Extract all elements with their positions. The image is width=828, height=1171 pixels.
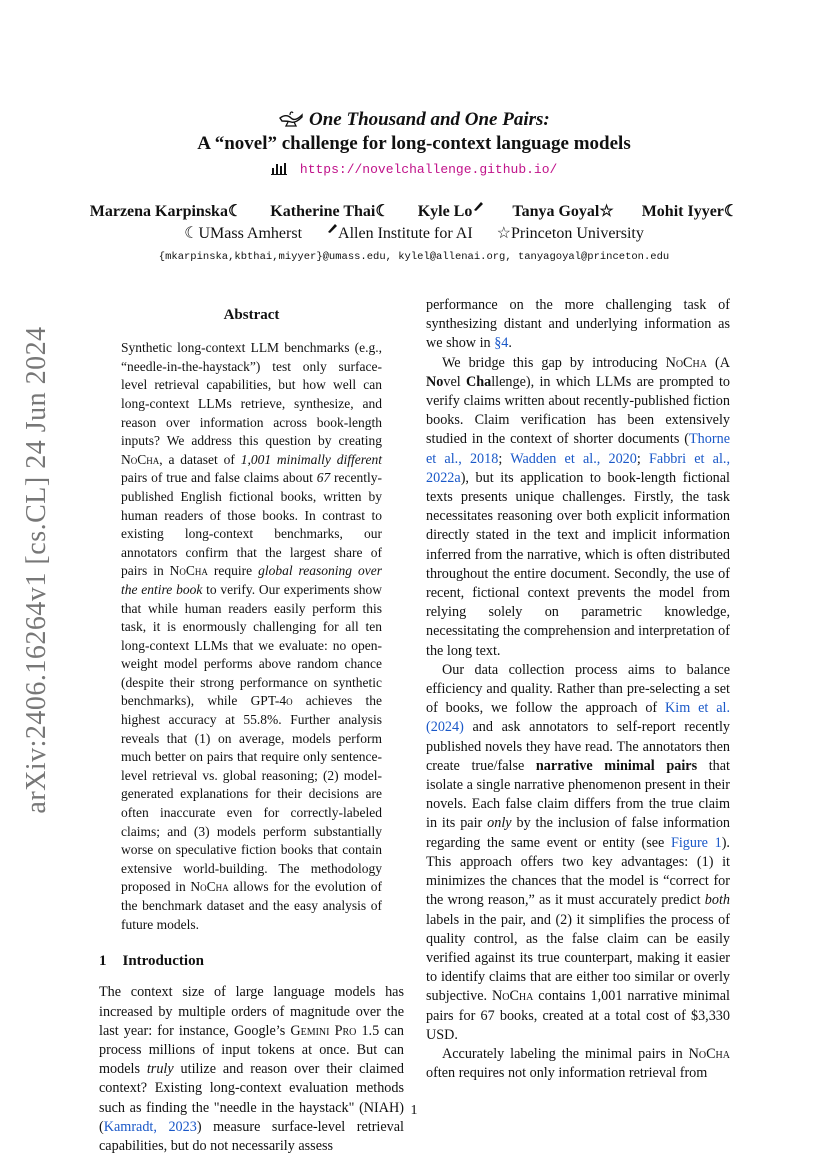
- author-list: [0, 200, 828, 222]
- intro-paragraph-2: We bridge this gap by introducing NoCha (A Novel Challenge), in which LLMs are prompted to verify claims written about recently-published fiction books. Claim verification has been extensively studied in the context of shorter documents (Thorne et al., 2018; Wadden et al., 2020; Fabbri et al., 2022a), but its application to book-length fictional texts presents unique challenges. Firstly, the task necessitates reasoning over both explicit information directly stated in the text and implicit information inferred from the narrative, which is often distributed throughout the entire document. Secondly, the use of recent, fictional context prevents the model from relying solely on parametric knowledge, necessitating the comprehension and interpretation of the long text.: [426, 354, 730, 659]
- paper-title-line1: One Thousand and One Pairs:: [0, 108, 828, 132]
- intro-paragraph-4: Accurately labeling the minimal pairs in NoCha often requires not only information retrieval from: [426, 1045, 730, 1082]
- intro-paragraph-1: The context size of large language models has increased by multiple orders of magnitude over the last year: for instance, Google’s Gemini Pro 1.5 can process millions of input tokens at once. But can models truly utilize and reason over their claimed context? Existing long-context evaluation methods such as finding the "needle in the haystack" (NIAH) (Kamradt, 2023) measure surface-level retrieval capabilities, but do not necessarily assess: [99, 984, 404, 1155]
- abstract-heading: Abstract: [223, 307, 280, 323]
- author-1: Marzena Karpinska☾: [89, 203, 243, 220]
- affiliation-list: [0, 222, 828, 245]
- right-column: [426, 296, 730, 1083]
- genie-lamp-icon: [278, 109, 309, 130]
- left-column: [99, 306, 404, 1156]
- section-heading-introduction: 1 Introduction: [99, 953, 204, 970]
- page-number: 1: [410, 1103, 418, 1118]
- pen-icon: [326, 222, 338, 234]
- project-link-row: [0, 160, 828, 180]
- arxiv-sidebar-id: arXiv:2406.16264v1 [cs.CL] 24 Jun 2024: [21, 326, 52, 814]
- abstract-body: Synthetic long-context LLM benchmarks (e.g., “needle-in-the-haystack”) test only surface-level retrieval capabilities, but how well can long-context LLMs retrieve, synthesize, and reason over information across book-length inputs? We address this question by creating NoCha, a dataset of 1,001 minimally different pairs of true and false claims about 67 recently-published English fictional books, written by human readers of those books. In contrast to existing long-context benchmarks, our annotators confirm that the largest share of pairs in NoCha require global reasoning over the entire book to verify. Our experiments show that while human readers easily perform this task, it is enormously challenging for all ten long-context LLMs that we evaluate: no open-weight model performs above random chance (despite their strong performance on synthetic benchmarks), while GPT-4o achieves the highest accuracy at 55.8%. Further analysis reveals that (1) on average, models perform much better on pairs that require only sentence-level retrieval vs. global reasoning; (2) model-generated explanations for their decisions are often inaccurate even for correctly-labeled claims; and (3) models perform substantially worse on speculative fiction books that contain extensive world-building. The methodology proposed in NoCha allows for the evolution of the benchmark dataset and the easy analysis of future models.: [121, 340, 383, 932]
- author-2: Katherine Thai☾: [270, 203, 390, 220]
- bar-chart-icon: [271, 162, 287, 180]
- intro-paragraph-3: Our data collection process aims to balance efficiency and quality. Rather than pre-selecting a set of books, we follow the approach of Kim et al. (2024) and ask annotators to self-report recently published novels they have read. The annotators then create true/false narrative minimal pairs that isolate a single narrative phenomenon present in their novels. Each false claim differs from the true claim in its pair only by the inclusion of false information regarding the same event or entity (see Figure 1). This approach offers two key advantages: (1) it minimizes the chances that the model is “correct for the wrong reason,” as it must accurately predict both labels in the pair, and (2) it simplifies the process of quality control, as the false claim can be easily verified against its true counterpart, making it easier to identify claims that are either too similar or overly subjective. NoCha contains 1,001 narrative minimal pairs for 67 books, created at a total cost of $3,330 USD.: [426, 661, 731, 1043]
- affiliation-ai2: Allen Institute for AI: [326, 225, 473, 242]
- author-5: Mohit Iyyer☾: [641, 203, 739, 220]
- paper-header: [0, 108, 828, 265]
- pen-icon: [472, 200, 484, 212]
- author-4: Tanya Goyal☆: [512, 203, 614, 220]
- author-3: Kyle Lo: [418, 203, 485, 220]
- affiliation-umass: ☾UMass Amherst: [184, 225, 303, 242]
- project-url-link[interactable]: https://novelchallenge.github.io/: [299, 162, 558, 177]
- intro-paragraph-1-cont: performance on the more challenging task of synthesizing distant and underlying information as we show in §4.: [426, 297, 730, 352]
- paper-title-line2: A “novel” challenge for long-context language models: [197, 133, 631, 154]
- affiliation-princeton: ☆Princeton University: [496, 225, 644, 242]
- author-emails: {mkarpinska,kbthai,miyyer}@umass.edu, kylel@allenai.org, tanyagoyal@princeton.edu: [158, 251, 670, 263]
